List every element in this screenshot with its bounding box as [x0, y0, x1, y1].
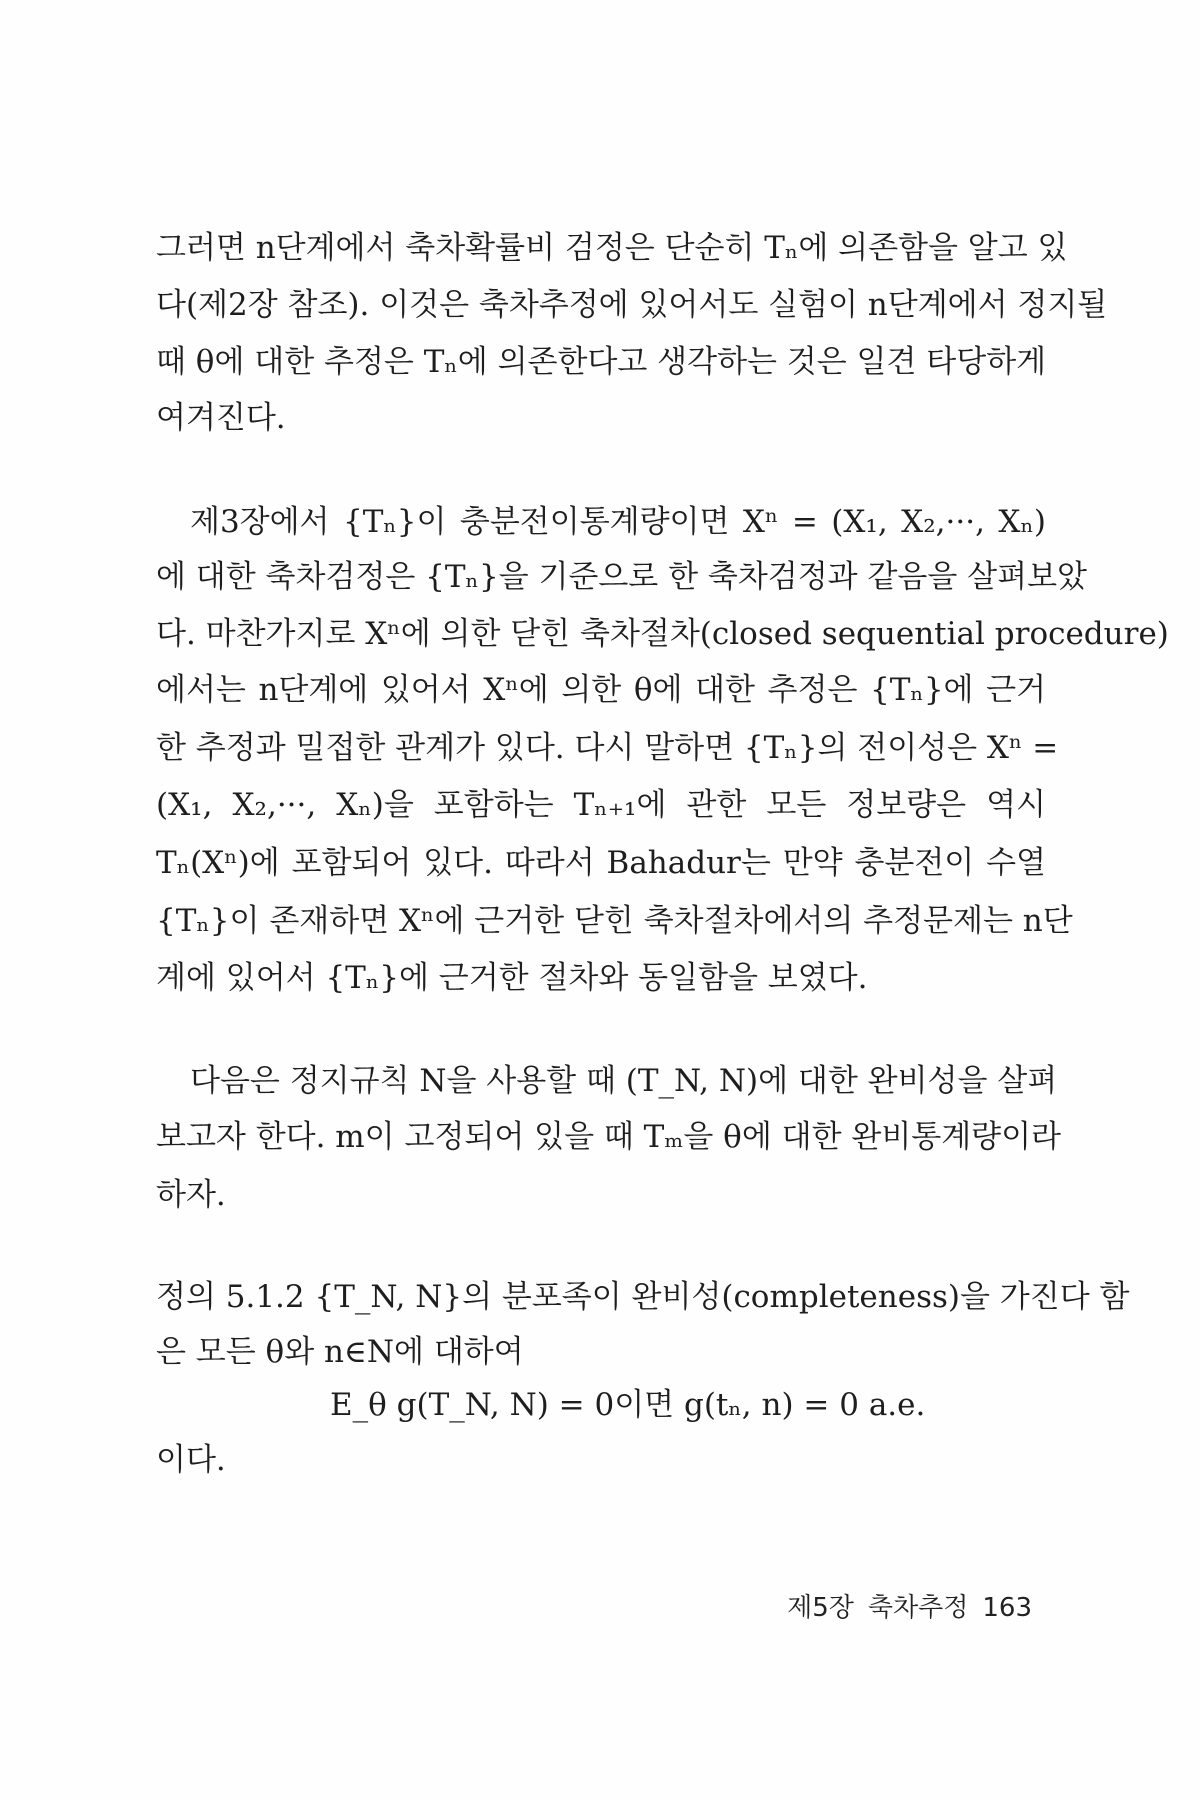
definition-closing: 이다.	[156, 1442, 226, 1478]
text-line: 여겨진다.	[156, 400, 286, 436]
definition-text: 은 모든 θ와 n∈N에 대하여	[156, 1334, 524, 1370]
footer-chapter: 제5장	[787, 1593, 854, 1623]
text-line: 에서는 n단계에 있어서 Xⁿ에 의한 θ에 대한 추정은 {Tₙ}에 근거	[156, 672, 1046, 708]
definition-formula: E_θ g(T_N, N) = 0이면 g(tₙ, n) = 0 a.e.	[330, 1387, 926, 1423]
definition-text: 정의 5.1.2 {T_N, N}의 분포족이 완비성(completeness)을 가진다 함	[156, 1279, 1130, 1315]
text-line: 제3장에서 {Tₙ}이 충분전이통계량이면 Xⁿ = (X₁, X₂,···, Xₙ)	[190, 504, 1046, 540]
text-line: 계에 있어서 {Tₙ}에 근거한 절차와 동일함을 보였다.	[156, 960, 868, 996]
text-line: 보고자 한다. m이 고정되어 있을 때 Tₘ을 θ에 대한 완비통계량이라	[156, 1119, 1061, 1155]
text-line: 그러면 n단계에서 축차확률비 검정은 단순히 Tₙ에 의존함을 알고 있	[156, 230, 1068, 266]
page-footer	[787, 1592, 1032, 1624]
text-line: 다. 마찬가지로 Xⁿ에 의한 닫힌 축차절차(closed sequential procedure)	[156, 616, 1169, 652]
text-line: {Tₙ}이 존재하면 Xⁿ에 근거한 닫힌 축차절차에서의 추정문제는 n단	[156, 903, 1073, 939]
text-line: (X₁, X₂,···, Xₙ)을 포함하는 Tₙ₊₁에 관한 모든 정보량은 역시	[156, 787, 1046, 823]
text-line: 때 θ에 대한 추정은 Tₙ에 의존한다고 생각하는 것은 일견 타당하게	[156, 344, 1047, 380]
text-line: 한 추정과 밀접한 관계가 있다. 다시 말하면 {Tₙ}의 전이성은 Xⁿ =	[156, 730, 1059, 766]
text-line: 하자.	[156, 1177, 226, 1213]
footer-chapter-title: 축차추정	[867, 1593, 969, 1623]
text-line: 에 대한 축차검정은 {Tₙ}을 기준으로 한 축차검정과 같음을 살펴보았	[156, 559, 1087, 595]
text-line: Tₙ(Xⁿ)에 포함되어 있다. 따라서 Bahadur는 만약 충분전이 수열	[156, 845, 1046, 881]
text-line: 다음은 정지규칙 N을 사용할 때 (T_N, N)에 대한 완비성을 살펴	[190, 1063, 1058, 1099]
text-line: 다(제2장 참조). 이것은 축차추정에 있어서도 실험이 n단계에서 정지될	[156, 287, 1108, 323]
page-number: 163	[982, 1593, 1032, 1623]
